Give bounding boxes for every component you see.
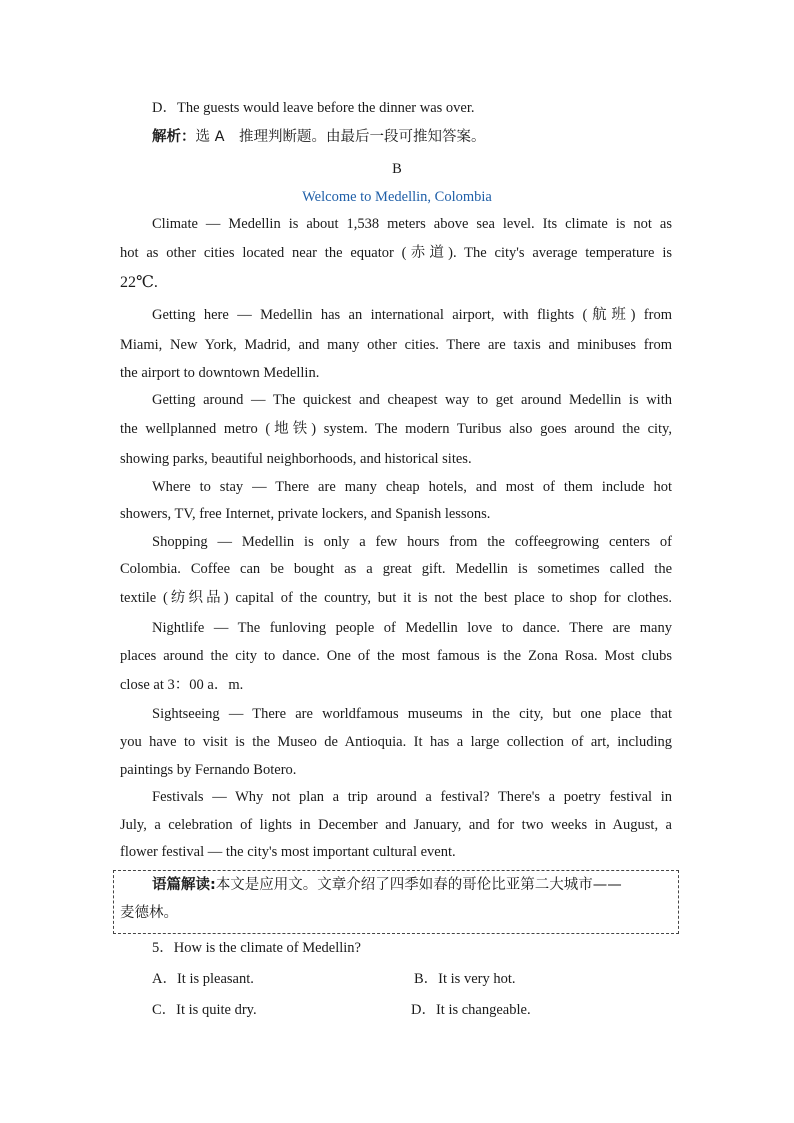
nightlife-line-1: Nightlife — The funloving people of Medellin love to dance. There are many <box>152 620 672 636</box>
climate-line-2: hot as other cities located near the equator (赤道). The city's average temperature is <box>120 245 672 261</box>
option-a: A．It is pleasant. <box>152 971 254 987</box>
reading-note-line-1 <box>152 875 622 895</box>
shopping-line-2: Colombia. Coffee can be bought as a great gift. Medellin is sometimes called the <box>120 561 672 577</box>
passage-title: Welcome to Medellin, Colombia <box>302 189 492 205</box>
nightlife-line-2: places around the city to dance. One of the most famous is the Zona Rosa. Most clubs <box>120 648 672 664</box>
getting-around-line-3: showing parks, beautiful neighborhoods, and historical sites. <box>120 451 472 467</box>
sightseeing-line-3: paintings by Fernando Botero. <box>120 762 297 778</box>
getting-here-line-1: Getting here — Medellin has an international airport, with flights (航班) from <box>152 307 672 323</box>
getting-here-line-3: the airport to downtown Medellin. <box>120 365 320 381</box>
option-d: D．It is changeable. <box>411 1002 531 1018</box>
festivals-line-2: July, a celebration of lights in December and January, and for two weeks in August, a <box>120 817 672 833</box>
option-b: B．It is very hot. <box>414 971 516 987</box>
section-letter: B <box>392 161 402 177</box>
reading-note-line-2: 麦德林。 <box>120 905 178 921</box>
analysis-text: 选 A 推理判断题。由最后一段可推知答案。 <box>195 129 486 145</box>
reading-note-label: 语篇解读: <box>152 877 216 893</box>
analysis-label: 解析： <box>152 129 196 145</box>
climate-line-1: Climate — Medellin is about 1,538 meters above sea level. Its climate is not as <box>152 216 672 232</box>
shopping-line-3: textile (纺织品) capital of the country, but it is not the best place to shop for clothes. <box>120 590 672 606</box>
prev-analysis <box>152 127 486 147</box>
getting-here-line-2: Miami, New York, Madrid, and many other cities. There are taxis and minibuses from <box>120 337 672 353</box>
sightseeing-line-2: you have to visit is the Museo de Antioquia. It has a large collection of art, including <box>120 734 672 750</box>
festivals-line-1: Festivals — Why not plan a trip around a festival? There's a poetry festival in <box>152 789 672 805</box>
where-to-stay-line-1: Where to stay — There are many cheap hotels, and most of them include hot <box>152 479 672 495</box>
festivals-line-3: flower festival — the city's most important cultural event. <box>120 844 456 860</box>
shopping-line-1: Shopping — Medellin is only a few hours from the coffeegrowing centers of <box>152 534 672 550</box>
prev-option-d: D．The guests would leave before the dinner was over. <box>152 100 475 116</box>
nightlife-line-3: close at 3：00 a．m. <box>120 677 244 693</box>
climate-line-3: 22℃. <box>120 274 158 291</box>
getting-around-line-2: the wellplanned metro (地铁) system. The modern Turibus also goes around the city, <box>120 421 672 437</box>
getting-around-line-1: Getting around — The quickest and cheapest way to get around Medellin is with <box>152 392 672 408</box>
sightseeing-line-1: Sightseeing — There are worldfamous museums in the city, but one place that <box>152 706 672 722</box>
question-stem: 5．How is the climate of Medellin? <box>152 940 361 956</box>
where-to-stay-line-2: showers, TV, free Internet, private lockers, and Spanish lessons. <box>120 506 491 522</box>
option-c: C．It is quite dry. <box>152 1002 257 1018</box>
reading-note-text: 本文是应用文。文章介绍了四季如春的哥伦比亚第二大城市—— <box>215 877 622 893</box>
